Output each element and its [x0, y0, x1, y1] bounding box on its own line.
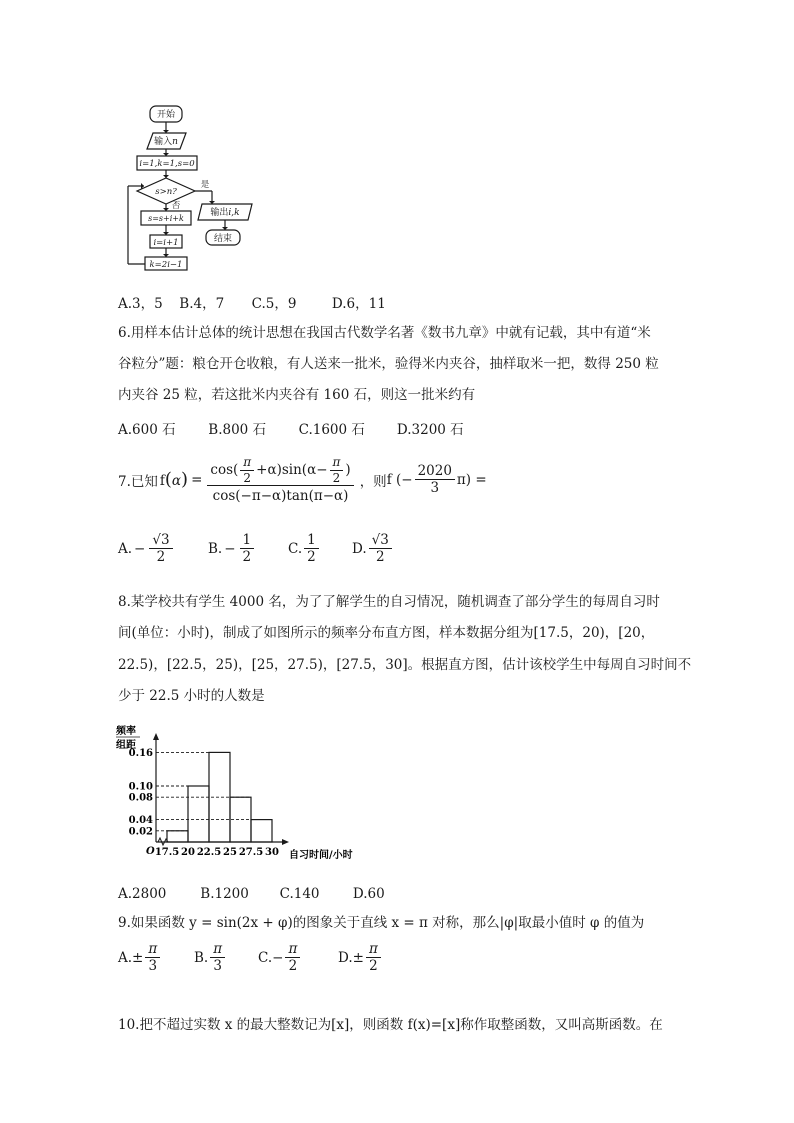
q9-options — [118, 942, 383, 973]
q10-line-1: 10.把不超过实数 x 的最大整数记为[x]，则函数 f(x)=[x]称作取整函数，又叫高斯函数。在 — [118, 1017, 663, 1033]
q5-option-c: C.5，9 — [251, 296, 297, 312]
q7-option-c: C. $\frac{1}{2}$ — [288, 533, 352, 564]
q6-line-2: 谷粒分”题：粮仓开仓收粮，有人送来一批米，验得米内夹谷，抽样取米一把，数得 250 粒 — [118, 356, 659, 372]
flowchart-start-text: 开始 — [156, 110, 176, 120]
xlabel: 自习时间/小时 — [289, 850, 353, 861]
y-tick-label: 0.08 — [128, 792, 153, 804]
q6-line-3: 内夹谷 25 粒，若这批米内夹谷有 160 石，则这一批米约有 — [118, 387, 476, 403]
q7-formula: 7.已知 f(α) = cos( $\frac{\pi}{2}$ +α)sin(α− $\frac{\pi}{2}$ ) cos(−π−α)tan(π−α) ，则 f (− $\frac{2020}{3}$ π) = — [118, 455, 487, 505]
flowchart-step2-text: i=i+1 — [153, 238, 179, 248]
q7-main-fraction: cos( $\frac{\pi}{2}$ +α)sin(α− $\frac{\pi}{2}$ ) cos(−π−α)tan(π−α) — [207, 456, 353, 503]
q7-prefix: 7.已知 — [118, 473, 158, 490]
q8-option-a: A.2800 — [118, 886, 167, 902]
x-tick-label: 17.5 — [154, 847, 180, 858]
q7-option-d: D. $\frac{√3}{2}$ — [352, 533, 394, 564]
q6-option-c: C.1600 石 — [298, 422, 365, 438]
x-tick-label: 25 — [223, 847, 237, 858]
q6-options — [118, 418, 464, 438]
x-tick-label: 20 — [181, 847, 195, 858]
flowchart-no-label: 否 — [171, 201, 181, 211]
flowchart-output-text: 输出i,k — [210, 208, 240, 218]
q8-option-b: B.1200 — [200, 886, 249, 902]
y-tick-label: 0.04 — [128, 815, 153, 827]
histogram-chart — [112, 720, 382, 870]
x-tick-label: 22.5 — [196, 847, 222, 858]
flowchart-end-text: 结束 — [213, 234, 233, 244]
q8-line-4: 少于 22.5 小时的人数是 — [118, 688, 265, 704]
q8-option-d: D.60 — [352, 886, 385, 902]
ylabel-top: 频率 — [116, 726, 136, 737]
q6-option-a: A.600 石 — [118, 422, 176, 438]
q9-option-b: B. $\frac{\pi}{3}$ — [194, 942, 258, 973]
x-tick-label: 30 — [265, 847, 279, 858]
origin-label: O — [146, 846, 155, 857]
q5-option-d: D.6，11 — [331, 296, 386, 312]
q8-options — [118, 886, 385, 902]
q6-option-d: D.3200 石 — [396, 422, 464, 438]
q8-line-1: 8.某学校共有学生 4000 名，为了了解学生的自习情况，随机调查了部分学生的每周自习时 — [118, 594, 660, 610]
flowchart-yes-label: 是 — [200, 180, 210, 190]
flowchart-step1-text: s=s+i+k — [148, 214, 184, 223]
q7-option-a: A. − $\frac{√3}{2}$ — [118, 533, 208, 564]
q7-option-b: B. − $\frac{1}{2}$ — [208, 533, 288, 564]
flowchart-init-text: i=1,k=1,s=0 — [139, 159, 195, 169]
histogram-bar — [167, 831, 188, 842]
histogram-bar — [251, 820, 272, 842]
q5-options — [118, 292, 386, 312]
q7-options — [118, 533, 394, 564]
q7-f: f(α) — [159, 469, 189, 491]
x-axis-arrow — [282, 839, 289, 845]
q6-option-b: B.800 石 — [208, 422, 267, 438]
y-tick-label: 0.16 — [128, 747, 153, 759]
q6-line-1: 6.用样本估计总体的统计思想在我国古代数学名著《数书九章》中就有记载，其中有道“米 — [118, 325, 651, 341]
q8-line-2: 间(单位：小时)，制成了如图所示的频率分布直方图，样本数据分组为[17.5，20)，[20， — [118, 625, 655, 641]
histogram-bar — [188, 786, 209, 842]
x-tick-label: 27.5 — [238, 847, 264, 858]
q8-option-c: C.140 — [279, 886, 320, 902]
y-tick-label: 0.02 — [128, 826, 153, 838]
q9-option-c: C.− $\frac{\pi}{2}$ — [258, 942, 338, 973]
q5-option-b: B.4，7 — [179, 296, 225, 312]
flowchart — [120, 98, 260, 278]
q9-line-1: 9.如果函数 y = sin(2x + φ)的图象关于直线 x = π 对称，那么|φ|取最小值时 φ 的值为 — [118, 915, 645, 931]
q8-line-3: 22.5)，[22.5，25)，[25，27.5)，[27.5，30]。根据直方图，估计该校学生中每周自习时间不 — [118, 657, 692, 673]
ylabel-bottom: 组距 — [116, 740, 136, 751]
flowchart-step3-text: k=2i−1 — [149, 260, 183, 270]
flowchart-cond-text: s>n? — [155, 187, 177, 197]
y-axis-arrow — [153, 733, 159, 740]
q9-option-d: D.± $\frac{\pi}{2}$ — [338, 942, 383, 973]
y-tick-label: 0.10 — [128, 781, 153, 793]
q9-option-a: A.± $\frac{\pi}{3}$ — [118, 942, 194, 973]
q5-option-a: A.3，5 — [118, 296, 163, 312]
flowchart-input-text: 输入n — [154, 137, 178, 147]
q7-second-fraction: $\frac{2020}{3}$ — [415, 464, 455, 495]
